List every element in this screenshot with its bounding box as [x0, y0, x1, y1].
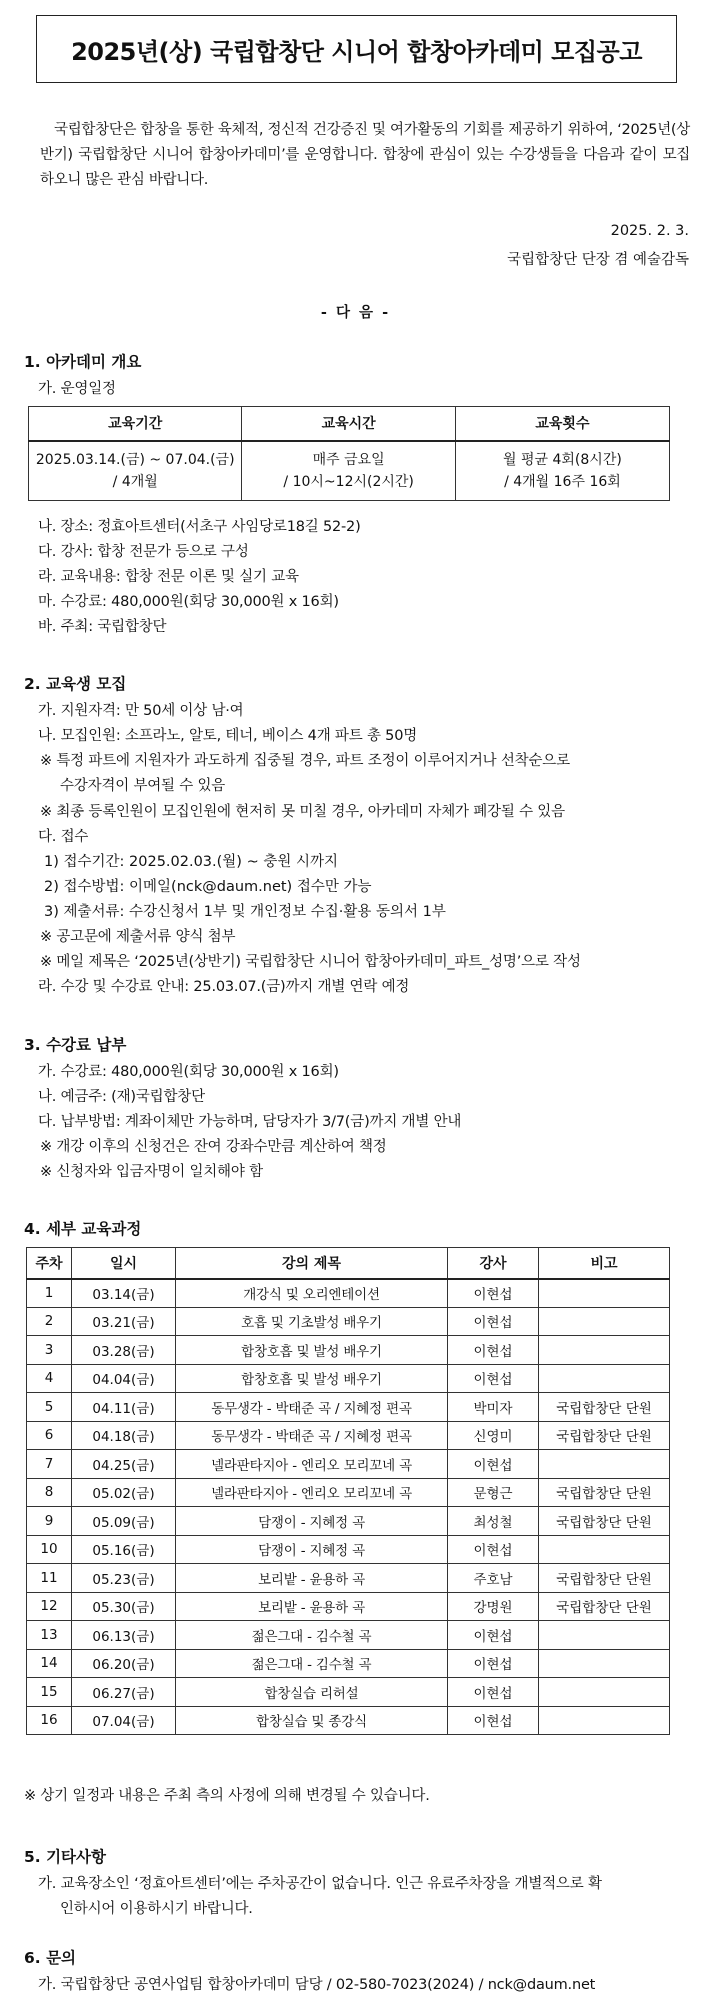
lecture-title-cell: 보리밭 - 윤용하 곡 — [176, 1592, 448, 1621]
curriculum-table — [26, 1247, 670, 1735]
table-row — [27, 1421, 670, 1450]
remark-cell — [539, 1678, 670, 1707]
instructor-cell: 박미자 — [448, 1393, 539, 1422]
lecture-title-cell: 합창호흡 및 발성 배우기 — [176, 1336, 448, 1365]
remark-cell — [539, 1450, 670, 1479]
col-header-time: 교육시간 — [242, 407, 455, 441]
week-cell: 1 — [27, 1279, 72, 1308]
table-row — [27, 1678, 670, 1707]
curriculum-body — [27, 1279, 670, 1735]
lecture-title-cell: 넬라판타지아 - 엔리오 모리꼬네 곡 — [176, 1478, 448, 1507]
instructor-cell: 이현섭 — [448, 1450, 539, 1479]
instructor-cell: 이현섭 — [448, 1336, 539, 1365]
col-header-remark: 비고 — [539, 1248, 670, 1279]
table-row — [27, 1706, 670, 1735]
week-cell: 4 — [27, 1364, 72, 1393]
week-cell: 8 — [27, 1478, 72, 1507]
intro-paragraph: 국립합창단은 합창을 통한 육체적, 정신적 건강증진 및 여가활동의 기회를 제공하기 위하여, ‘2025년(상반기) 국립합창단 시니어 합창아카데미’를 운영합니다. 합창에 관심이 있는 수강생들을 다음과 같이 모집하오니 많은 관심 바랍니다. — [40, 122, 690, 188]
sec1-na: 나. 장소: 정효아트센터(서초구 사임당로18길 52-2) — [38, 519, 361, 535]
remark-cell — [539, 1307, 670, 1336]
lecture-title-cell: 젊은그대 - 김수철 곡 — [176, 1621, 448, 1650]
col-header-week: 주차 — [27, 1248, 72, 1279]
week-cell: 16 — [27, 1706, 72, 1735]
notice-title: 2025년(상) 국립합창단 시니어 합창아카데미 모집공고 — [36, 15, 677, 83]
week-cell: 11 — [27, 1564, 72, 1593]
remark-cell: 국립합창단 단원 — [539, 1478, 670, 1507]
sec1-ra: 라. 교육내용: 합창 전문 이론 및 실기 교육 — [38, 569, 299, 585]
remark-cell — [539, 1535, 670, 1564]
col-header-count: 교육횟수 — [455, 407, 669, 441]
remark-cell — [539, 1649, 670, 1678]
col-header-lecture: 강의 제목 — [176, 1248, 448, 1279]
section-4-title: 4. 세부 교육과정 — [24, 1220, 142, 1238]
section-5-title: 5. 기타사항 — [24, 1848, 106, 1866]
sec2-d2: 2) 접수방법: 이메일(nck@daum.net) 접수만 가능 — [44, 879, 372, 895]
instructor-cell: 이현섭 — [448, 1678, 539, 1707]
table-row — [27, 1336, 670, 1365]
sec1-ga: 가. 운영일정 — [38, 381, 116, 397]
sec2-note4: ※ 메일 제목은 ‘2025년(상반기) 국립합창단 시니어 합창아카데미_파트_성명’으로 작성 — [40, 954, 581, 970]
sec3-note2: ※ 신청자와 입금자명이 일치해야 함 — [40, 1164, 263, 1180]
instructor-cell: 최성철 — [448, 1507, 539, 1536]
sec3-da: 다. 납부방법: 계좌이체만 가능하며, 담당자가 3/7(금)까지 개별 안내 — [38, 1114, 462, 1130]
lecture-title-cell: 동무생각 - 박태준 곡 / 지혜정 편곡 — [176, 1393, 448, 1422]
sec6-ga: 가. 국립합창단 공연사업팀 합창아카데미 담당 / 02-580-7023(2024) / nck@daum.net — [38, 1977, 596, 1993]
time-cell — [242, 441, 455, 501]
date-cell: 05.16(금) — [72, 1535, 176, 1564]
week-cell: 9 — [27, 1507, 72, 1536]
instructor-cell: 신영미 — [448, 1421, 539, 1450]
sec5-ga-a: 가. 교육장소인 ‘정효아트센터’에는 주차공간이 없습니다. 인근 유료주차장을 개별적으로 확 — [38, 1876, 602, 1892]
week-cell: 3 — [27, 1336, 72, 1365]
lecture-title-cell: 합창호흡 및 발성 배우기 — [176, 1364, 448, 1393]
date-cell: 04.25(금) — [72, 1450, 176, 1479]
table-row — [27, 1279, 670, 1308]
lecture-title-cell: 합창실습 및 종강식 — [176, 1706, 448, 1735]
lecture-title-cell: 담쟁이 - 지혜정 곡 — [176, 1535, 448, 1564]
notice-date: 2025. 2. 3. — [610, 223, 689, 239]
instructor-cell: 이현섭 — [448, 1535, 539, 1564]
col-header-period: 교육기간 — [29, 407, 242, 441]
instructor-cell: 이현섭 — [448, 1307, 539, 1336]
instructor-cell: 주호남 — [448, 1564, 539, 1593]
table-row — [27, 1307, 670, 1336]
remark-cell: 국립합창단 단원 — [539, 1507, 670, 1536]
sec5-ga-b: 인하시어 이용하시기 바랍니다. — [60, 1901, 253, 1917]
week-cell: 7 — [27, 1450, 72, 1479]
remark-cell: 국립합창단 단원 — [539, 1564, 670, 1593]
lecture-title-cell: 젊은그대 - 김수철 곡 — [176, 1649, 448, 1678]
week-cell: 6 — [27, 1421, 72, 1450]
week-cell: 2 — [27, 1307, 72, 1336]
remark-cell — [539, 1336, 670, 1365]
date-cell: 03.21(금) — [72, 1307, 176, 1336]
date-cell: 05.02(금) — [72, 1478, 176, 1507]
dadum-heading: - 다 음 - — [320, 305, 391, 321]
sec3-na: 나. 예금주: (재)국립합창단 — [38, 1089, 205, 1105]
count-line-2: / 4개월 16주 16회 — [504, 473, 621, 490]
sec2-note3: ※ 공고문에 제출서류 양식 첨부 — [40, 929, 236, 945]
date-cell: 07.04(금) — [72, 1706, 176, 1735]
sec1-ma: 마. 수강료: 480,000원(회당 30,000원 x 16회) — [38, 594, 339, 610]
remark-cell: 국립합창단 단원 — [539, 1592, 670, 1621]
date-cell: 06.13(금) — [72, 1621, 176, 1650]
sec2-d1: 1) 접수기간: 2025.02.03.(월) ~ 충원 시까지 — [44, 854, 338, 870]
remark-cell: 국립합창단 단원 — [539, 1393, 670, 1422]
table-row — [27, 1564, 670, 1593]
table-row — [27, 1364, 670, 1393]
section-6-title: 6. 문의 — [24, 1949, 77, 1967]
count-cell — [455, 441, 669, 501]
week-cell: 14 — [27, 1649, 72, 1678]
col-header-instructor: 강사 — [448, 1248, 539, 1279]
date-cell: 04.11(금) — [72, 1393, 176, 1422]
date-cell: 04.18(금) — [72, 1421, 176, 1450]
table-row — [27, 1450, 670, 1479]
section-2-title: 2. 교육생 모집 — [24, 675, 127, 693]
date-cell: 05.23(금) — [72, 1564, 176, 1593]
date-cell: 03.28(금) — [72, 1336, 176, 1365]
table-row — [29, 441, 670, 501]
time-line-2: / 10시~12시(2시간) — [283, 473, 414, 490]
col-header-date: 일시 — [72, 1248, 176, 1279]
date-cell: 06.27(금) — [72, 1678, 176, 1707]
sec2-da: 다. 접수 — [38, 829, 89, 845]
sec4-footnote: ※ 상기 일정과 내용은 주최 측의 사정에 의해 변경될 수 있습니다. — [24, 1788, 430, 1804]
lecture-title-cell: 담쟁이 - 지혜정 곡 — [176, 1507, 448, 1536]
time-line-1: 매주 금요일 — [312, 451, 385, 468]
table-row — [27, 1478, 670, 1507]
period-line-2: / 4개월 — [112, 473, 158, 490]
table-row — [27, 1649, 670, 1678]
notice-signature: 국립합창단 단장 겸 예술감독 — [507, 252, 689, 268]
table-row — [27, 1535, 670, 1564]
sec1-da: 다. 강사: 합창 전문가 등으로 구성 — [38, 544, 249, 560]
table-row — [27, 1393, 670, 1422]
lecture-title-cell: 보리밭 - 윤용하 곡 — [176, 1564, 448, 1593]
instructor-cell: 이현섭 — [448, 1649, 539, 1678]
instructor-cell: 이현섭 — [448, 1706, 539, 1735]
sec2-note1-b: 수강자격이 부여될 수 있음 — [60, 778, 226, 794]
date-cell: 04.04(금) — [72, 1364, 176, 1393]
instructor-cell: 이현섭 — [448, 1621, 539, 1650]
instructor-cell: 강명원 — [448, 1592, 539, 1621]
schedule-summary-table — [28, 406, 670, 501]
week-cell: 5 — [27, 1393, 72, 1422]
remark-cell — [539, 1706, 670, 1735]
period-cell — [29, 441, 242, 501]
sec2-ra: 라. 수강 및 수강료 안내: 25.03.07.(금)까지 개별 연락 예정 — [38, 979, 410, 995]
table-row — [27, 1621, 670, 1650]
week-cell: 12 — [27, 1592, 72, 1621]
instructor-cell: 문형근 — [448, 1478, 539, 1507]
section-3-title: 3. 수강료 납부 — [24, 1036, 127, 1054]
week-cell: 15 — [27, 1678, 72, 1707]
date-cell: 05.30(금) — [72, 1592, 176, 1621]
date-cell: 06.20(금) — [72, 1649, 176, 1678]
lecture-title-cell: 동무생각 - 박태준 곡 / 지혜정 편곡 — [176, 1421, 448, 1450]
date-cell: 05.09(금) — [72, 1507, 176, 1536]
period-line-1: 2025.03.14.(금) ~ 07.04.(금) — [35, 451, 235, 468]
instructor-cell: 이현섭 — [448, 1279, 539, 1308]
week-cell: 13 — [27, 1621, 72, 1650]
remark-cell — [539, 1621, 670, 1650]
lecture-title-cell: 합창실습 리허설 — [176, 1678, 448, 1707]
table-row — [27, 1592, 670, 1621]
sec2-ga: 가. 지원자격: 만 50세 이상 남·여 — [38, 703, 244, 719]
section-1-title: 1. 아카데미 개요 — [24, 353, 142, 371]
lecture-title-cell: 호흡 및 기초발성 배우기 — [176, 1307, 448, 1336]
lecture-title-cell: 넬라판타지아 - 엔리오 모리꼬네 곡 — [176, 1450, 448, 1479]
remark-cell — [539, 1364, 670, 1393]
sec2-na: 나. 모집인원: 소프라노, 알토, 테너, 베이스 4개 파트 총 50명 — [38, 728, 418, 744]
sec2-note2: ※ 최종 등록인원이 모집인원에 현저히 못 미칠 경우, 아카데미 자체가 폐강될 수 있음 — [40, 804, 565, 820]
sec2-note1-a: ※ 특정 파트에 지원자가 과도하게 집중될 경우, 파트 조정이 이루어지거나 선착순으로 — [40, 753, 570, 769]
count-line-1: 월 평균 4회(8시간) — [503, 451, 622, 468]
week-cell: 10 — [27, 1535, 72, 1564]
date-cell: 03.14(금) — [72, 1279, 176, 1308]
sec3-note1: ※ 개강 이후의 신청건은 잔여 강좌수만큼 계산하여 책정 — [40, 1139, 387, 1155]
remark-cell — [539, 1279, 670, 1308]
sec1-ba: 바. 주최: 국립합창단 — [38, 619, 167, 635]
sec2-d3: 3) 제출서류: 수강신청서 1부 및 개인정보 수집·활용 동의서 1부 — [44, 904, 446, 920]
remark-cell: 국립합창단 단원 — [539, 1421, 670, 1450]
sec3-ga: 가. 수강료: 480,000원(회당 30,000원 x 16회) — [38, 1064, 339, 1080]
table-row — [27, 1507, 670, 1536]
lecture-title-cell: 개강식 및 오리엔테이션 — [176, 1279, 448, 1308]
instructor-cell: 이현섭 — [448, 1364, 539, 1393]
